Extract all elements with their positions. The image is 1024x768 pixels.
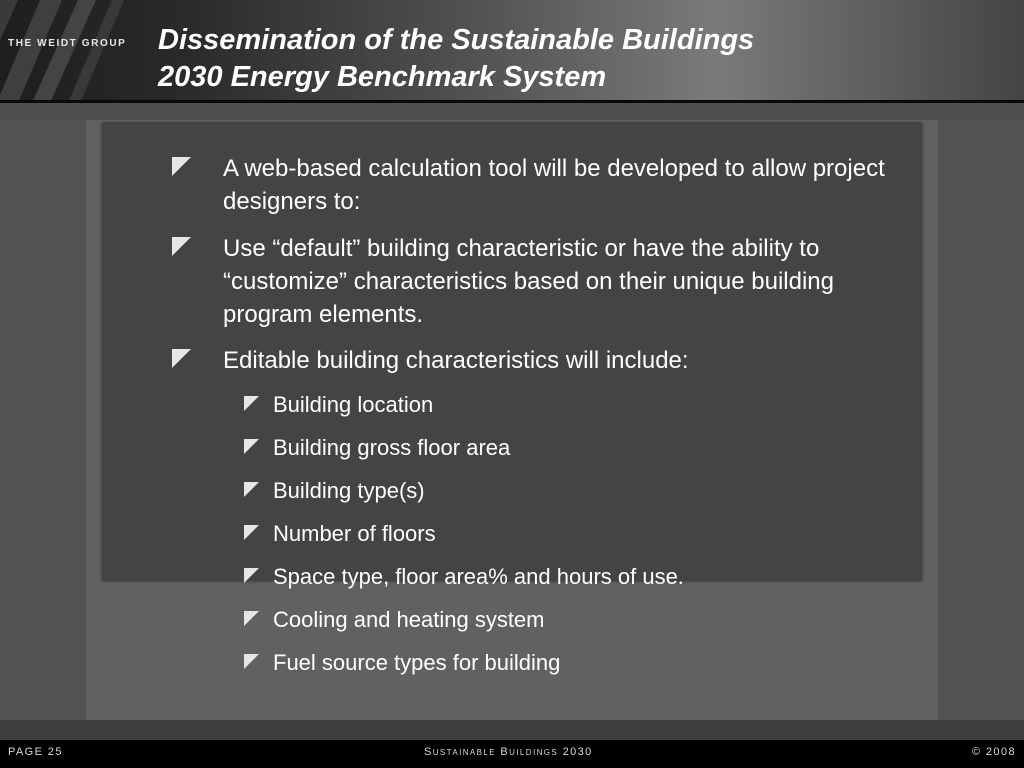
triangle-bullet-icon — [244, 439, 259, 454]
sub-bullet-text: Building type(s) — [273, 478, 425, 503]
sub-bullet-text: Fuel source types for building — [273, 650, 561, 675]
bullet-text: Use “default” building characteristic or have the ability to “customize” characteristics based on their unique building program elements. — [223, 235, 834, 328]
sub-bullet-text: Number of floors — [273, 521, 436, 546]
triangle-bullet-icon — [244, 654, 259, 669]
slide-title-line-2: 2030 Energy Benchmark System — [158, 61, 607, 93]
page-number: PAGE 25 — [8, 746, 63, 758]
sub-bullet-text: Cooling and heating system — [273, 607, 545, 632]
footer-title: Sustainable Buildings 2030 — [424, 746, 593, 758]
triangle-bullet-icon — [172, 349, 191, 368]
sub-bullet-text: Space type, floor area% and hours of use. — [273, 564, 684, 589]
bullet-text: A web-based calculation tool will be developed to allow project designers to: — [223, 155, 885, 215]
triangle-bullet-icon — [172, 237, 191, 256]
triangle-bullet-icon — [244, 568, 259, 583]
copyright-notice: © 2008 — [971, 746, 1016, 758]
slide-footer — [0, 740, 1024, 768]
slide-title-line-1: Dissemination of the Sustainable Buildings — [158, 24, 755, 56]
triangle-bullet-icon — [244, 396, 259, 411]
triangle-bullet-icon — [172, 157, 191, 176]
sub-bullet-text: Building location — [273, 392, 434, 417]
triangle-bullet-icon — [244, 611, 259, 626]
company-logo-text: THE WEIDT GROUP — [8, 38, 127, 49]
bullet-text: Editable building characteristics will include: — [223, 347, 689, 374]
sub-bullet-text: Building gross floor area — [273, 435, 511, 460]
triangle-bullet-icon — [244, 525, 259, 540]
triangle-bullet-icon — [244, 482, 259, 497]
